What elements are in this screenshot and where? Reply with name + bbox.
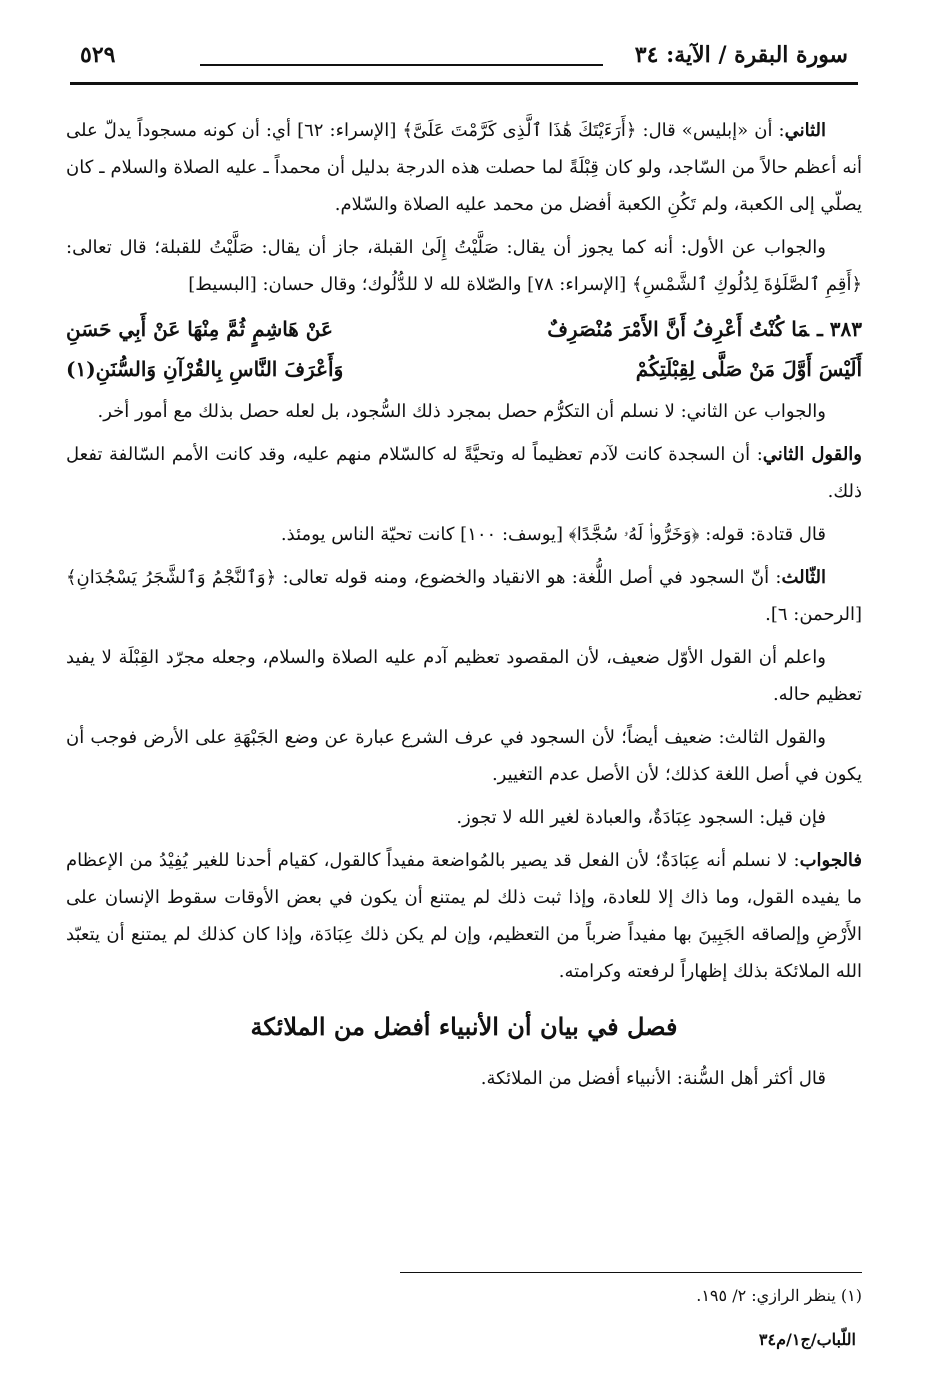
paragraph-text: والقول الثالث: ضعيف أيضاً؛ لأن السجود في عرف الشرع عبارة عن وضع الجَبْهَةِ على الأرض فوجب أن يكون في أصل اللغة كذلك؛ لأن الأصل عدم التغيير. (66, 727, 862, 785)
paragraph-text: والجواب عن الأول: أنه كما يجوز أن يقال: صَلَّيْتُ إِلَىٰ القبلة، جاز أن يقال: صَلَّيْتُ للقبلة؛ قال تعالى: ﴿أَقِمِ ٱلصَّلَوٰةَ لِدُلُوكِ ٱلشَّمْسِ﴾ [الإسراء: ٧٨] والصّلاة لله لا للدُّلُوك؛ وقال حسان: [البسيط] (66, 237, 862, 295)
section-heading: فصل في بيان أن الأنبياء أفضل من الملائكة (250, 1012, 678, 1041)
paragraph-answer-first (66, 229, 862, 303)
page-header (70, 38, 858, 78)
paragraph-answer-second (66, 393, 862, 430)
paragraph-third-weak (66, 719, 862, 793)
header-thin-rule (200, 64, 603, 66)
poem-hemistich-second: عَنْ هَاشِمٍ ثُمَّ مِنْهَا عَنْ أَبِي حَسَنِ (66, 317, 333, 341)
paragraph-first-weak (66, 639, 862, 713)
paragraph-second-opinion (66, 436, 862, 510)
paragraph-text: : لا نسلم أنه عِبَادَةٌ؛ لأن الفعل قد يصير بالمُواضعة مفيداً كالقول، كقيام أحدنا للغير يُفِيْدُ من الإعظام ما يفيده القول، وما ذاك إلا للعادة، وإذا ثبت ذلك لم يمتنع أن يكون في بعض الأوقات سقوط الإنسان على الأَرْضِ وإلصاقه الجَبِينَ بها مفيداً ضرباً من التعظيم، وإن لم يكن ذلك عِبَادَة، وإذا كان كذلك لم يمتنع أن يتعبّد الله الملائكة بذلك إظهاراً لرفعته وكرامته. (66, 850, 862, 982)
paragraph-lead: الثّالث (781, 567, 826, 588)
poem-hemistich-first (547, 309, 862, 349)
paragraph-lead: فالجواب (799, 850, 863, 871)
paragraph-objection (66, 799, 862, 836)
poem-line (66, 349, 862, 389)
paragraph-text: واعلم أن القول الأوّل ضعيف، لأن المقصود تعظيم آدم عليه الصلاة والسلام، وجعله مجرّد القِبْلَة لا يفيد تعظيم حاله. (66, 647, 862, 705)
paragraph-third-opinion (66, 559, 862, 633)
page-number: ٥٢٩ (80, 42, 116, 68)
paragraph-text: : أنّ السجود في أصل اللُّغة: هو الانقياد والخضوع، ومنه قوله تعالى: ﴿وَٱلنَّجْمُ وَٱلشَّجَرُ يَسْجُدَانِ﴾ [الرحمن: ٦]. (66, 567, 862, 625)
paragraph-text: والجواب عن الثاني: لا نسلم أن التكرُّم حصل بمجرد ذلك السُّجود، بل لعله حصل بذلك مع أمور أخر. (97, 401, 826, 422)
paragraph-text: : أن «إبليس» قال: ﴿أَرَءَيْتَكَ هَٰذَا ٱلَّذِى كَرَّمْتَ عَلَىَّ﴾ [الإسراء: ٦٢] أي: أن كونه مسجوداً يدلّ على أنه أعظم حالاً من السّاجد، ولو كان قِبْلَةً لما حصلت هذه الدرجة بدليل أن محمداً ـ عليه الصلاة والسلام ـ كان يصلّي إلى الكعبة، ولم تَكُنِ الكعبة أفضل من محمد عليه الصلاة والسّلام. (66, 120, 862, 215)
paragraph-text: : أن السجدة كانت لآدم تعظيماً له وتحيَّةً له كالسّلام منهم عليه، وقد كانت الأمم السّالفة تفعل ذلك. (66, 444, 862, 502)
header-rule (70, 82, 858, 85)
paragraph-final-answer (66, 842, 862, 990)
paragraph-qatada (66, 516, 862, 553)
paragraph-lead: والقول الثاني (762, 444, 863, 465)
poem-line (66, 309, 862, 349)
poem-number: ٣٨٣ ـ (816, 317, 862, 341)
footnote-rule (400, 1272, 862, 1273)
header-title: سورة البقرة / الآية: ٣٤ (634, 42, 848, 68)
poem-hemistich-second: وَأَعْرَفَ النَّاسِ بِالقُرْآنِ وَالسُّنَنِ(١) (66, 357, 344, 381)
page-body (66, 112, 862, 1103)
paragraph-text: فإن قيل: السجود عِبَادَةٌ، والعبادة لغير الله لا تجوز. (456, 807, 826, 828)
paragraph-lead: الثاني (784, 120, 826, 141)
paragraph-second-objection (66, 112, 862, 223)
printer-signature: اللّباب/ج١/م٣٤ (758, 1330, 856, 1349)
paragraph-text: قال أكثر أهل السُّنة: الأنبياء أفضل من الملائكة. (480, 1068, 826, 1089)
hemistich-text: مَا كُنْتُ أَعْرِفُ أَنَّ الأَمْرَ مُنْصَرِفٌ (547, 317, 809, 341)
footnote: (١) ينظر الرازي: ٢/ ١٩٥. (696, 1286, 862, 1305)
paragraph-section-intro (66, 1060, 862, 1097)
poem-hemistich-first: أَلَيْسَ أَوَّلَ مَنْ صَلَّى لِقِبْلَتِكُمْ (635, 357, 862, 381)
paragraph-text: قال قتادة: قوله: ﴿وَخَرُّوا۟ لَهُۥ سُجَّدًا﴾ [يوسف: ١٠٠] كانت تحيّة الناس يومئذ. (280, 524, 826, 545)
poem-verse (66, 309, 862, 389)
